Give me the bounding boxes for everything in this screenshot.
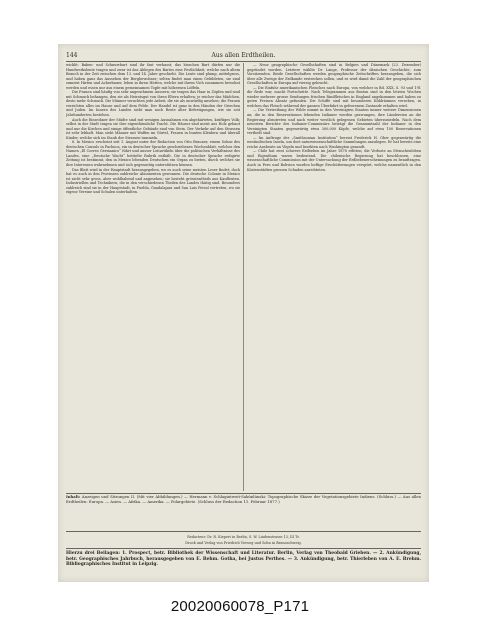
paragraph: Das Blatt wird in der Hauptstadt herausgegeben, wo es auch seine meisten Leser findet; doch hat es auch in den Provinzen zahlreiche Abonnenten gewonnen. Die deutsche Colonie in Mexico ist nicht sehr gross, aber wohlhabend und angesehen; sie besteht grösstentheils aus Kaufleuten, Industriellen und Technikern, die in den verschiedenen Theilen des Landes thätig sind. Besonders zahlreich sind sie in der Hauptstadt, in Puebla, Guadalajara und San Luis Potosí vertreten, wo sie eigene Vereine und Schulen unterhalten.: [66, 167, 240, 195]
contents-rule: [66, 531, 421, 532]
running-title: Aus allen Erdtheilen.: [211, 51, 276, 59]
header-rule: [66, 61, 421, 62]
two-column-body: [66, 63, 421, 491]
archive-identifier: 20020060078_P171: [170, 598, 310, 615]
printer-line: Druck und Verlag von Friedrich Vieweg und Sohn in Braunschweig.: [185, 541, 302, 545]
paragraph: — Neue geographische Gesellschaften sind in Belgien und Dänemark (23. Dezember) gegründet worden. Letztere wählte Dr. Lange, Professor der dänischen Geschichte, zum Vorsitzenden. Beide Gesellschaften werden geographische Zeitschriften herausgeben, die sich über alle Zweige der Erdkunde erstrecken sollen, und es wird damit die Zahl der geographischen Gesellschaften in Europa auf vierzig gebracht.: [247, 63, 421, 86]
contents-text: Anzeigen und Sitzungen II. (Mit vier Abbildungen.) — Hermann v. Schlagintweit-Sakünlünski: Topographische Skizze der Vegetationsgebiete Indiens. (Schluss.) — Aus allen Erdtheilen: Europa. — Asien. — Afrika. — Amerika. — Polargebiete. (Schluss der Redaction 11. Februar 1877.): [66, 494, 421, 504]
contents-label: Inhalt:: [66, 494, 81, 499]
right-column: [247, 63, 421, 491]
footer-rule: [66, 548, 421, 549]
paragraph: Auch die Einwohner der Städte sind mit wenigen Ausnahmen ein abgehärtetes, kräftiges Volk; selbst in der Stadt tragen sie ihre eigenthümliche Tracht. Die Häuser sind meist aus Holz gebaut und nur die Kirchen und einige öffentliche Gebäude sind von Stein. Der Verkehr auf den Strassen ist sehr lebhaft. Man sieht Männer mit Waffen im Gürtel, Frauen in bunten Kleidern und überall Kinder, welche sich im Staub der Strassen tummeln.: [66, 117, 240, 140]
paragraph: 8. In Mexico erscheint seit 1. August unter der Redaction von Otto Brauner, einem Sohne des deutschen Consuls in Pachuca, ein in deutscher Sprache geschriebenes Wochenblatt, welches den Namen „El Correo Germanico“ führt und ausser Leitartikeln über die politischen Verhältnisse des Landes, eine „Deutsche Wacht“ betitelte Rubrik enthält. Die in deutscher Sprache redigirte Zeitung ist bestimmt, den in Mexico lebenden Deutschen ein Organ zu bieten, durch welches sie ihre Interessen wahrnehmen und sich gegenseitig unterstützen können.: [66, 140, 240, 168]
supplements-notice: Hierzu drei Beilagen: 1. Prospect, betr. Bibliothek der Wissenschaft und Literatur. Berlin, Verlag von Theobald Grieben. — 2. Ankündigung, betr. Geographisches Jahrbuch, herausgegeben von E. Behm. Gotha, bei Justus Perthes. — 3. Ankündigung, betr. Thierleben von A. E. Brehm. Bibliographisches Institut in Leipzig.: [66, 551, 421, 568]
left-column: [66, 63, 240, 491]
table-of-contents: [66, 495, 421, 505]
paragraph: — Im Auftrage der „Smithsonian Institution“ bereist Frederick H. Ober gegenwärtig die westindischen Inseln, um dort naturwissenschaftliche Sammlungen anzulegen. Er hat bereits eine reiche Ausbeute an Vögeln und Insekten nach Washington gesandt.: [247, 135, 421, 149]
paragraph: wicklit: Baken- und Schnurrbart sind ihr fast verhasst; das bisschen Bart dürfen nur die Handwerksleute tragen und zwar ist das Ablegen des Bartes eine Festlichkeit, welche nach altem Brauch in der Zeit zwischen dem 13. und 14. Jahre geschieht. Die Leute sind plump, mittelgross, und haben ganz das Aussehen der Bergbewohner; selten findet man einen Gebildeten, sie sind zumeist Hirten und Ackerbauer, leben in ihren Hütten, welche mit ihrem Vieh zusammen bewohnt werden und essen nur aus einem gemeinsamen Topfe mit hölzernen Löffeln.: [66, 63, 240, 90]
page-number: 144: [66, 51, 78, 59]
paragraph: Die Frauen sind häufig von sehr angenehmem Äussern; sie tragen das Haar in Zöpfen und sind mit Schmuck behangen, den sie als Heiratsgut von ihren Eltern erhalten; je reicher das Mädchen, desto mehr Schmuck. Die Männer verachten jede Arbeit, die sie als unwürdig ansehen; die Frauen verrichten alles im Hause und auf dem Felde. Der Handel ist ganz in den Händen der Griechen und Juden. Im Innern des Landes sieht man noch Reste alter Befestigungen, wie sie seit Jahrhunderten bestehen.: [66, 90, 240, 118]
running-header: [66, 50, 421, 60]
editor-line: Redacteur: Dr. R. Kiepert in Berlin, S. W. Lindenstrasse 13, III Tr.: [187, 535, 300, 539]
scanned-page: [58, 44, 429, 582]
paragraph: — Chile hat zwei schwere Erdbeben im Jahre 1878 erlitten; die Verluste an Menschenleben und Eigenthum waren bedeutend. Die chilenische Regierung hat beschlossen, eine wissenschaftliche Commission mit der Untersuchung der Erdbebenerscheinungen zu beauftragen. Auch in Peru und Bolivien wurden heftige Erschütterungen verspürt, welche namentlich in den Küstenstädten grossen Schaden anrichteten.: [247, 149, 421, 172]
paragraph: — Die Einfuhr amerikanischen Fleisches nach Europa, von welcher in Bd. XXX, S. 93 und 191 die Rede war, macht Fortschritte. Nach Telegrammen aus Boston sind in den letzten Wochen wieder mehrere grosse Sendungen frischen Rindfleisches in England angekommen und haben zu guten Preisen Absatz gefunden. Die Schiffe sind mit besonderen Kühlräumen versehen, in welchen das Fleisch während der ganzen Überfahrt in gefrorenem Zustande erhalten wird.: [247, 85, 421, 108]
column-divider: [243, 63, 244, 491]
paragraph: — Die Vertreibung der Wilde nimmt in den Vereinigten Staaten immer weitere Dimensionen an; die in den Reservationen lebenden Indianer werden gezwungen, ihre Ländereien an die Regierung abzutreten und nach weiter westlich gelegenen Gebieten überzusiedeln. Nach dem neuesten Berichte des Indianer-Commissärs beträgt die Gesammtzahl der Indianer in den Vereinigten Staaten gegenwärtig etwa 300,000 Köpfe, welche auf etwa 100 Reservationen vertheilt sind.: [247, 108, 421, 136]
